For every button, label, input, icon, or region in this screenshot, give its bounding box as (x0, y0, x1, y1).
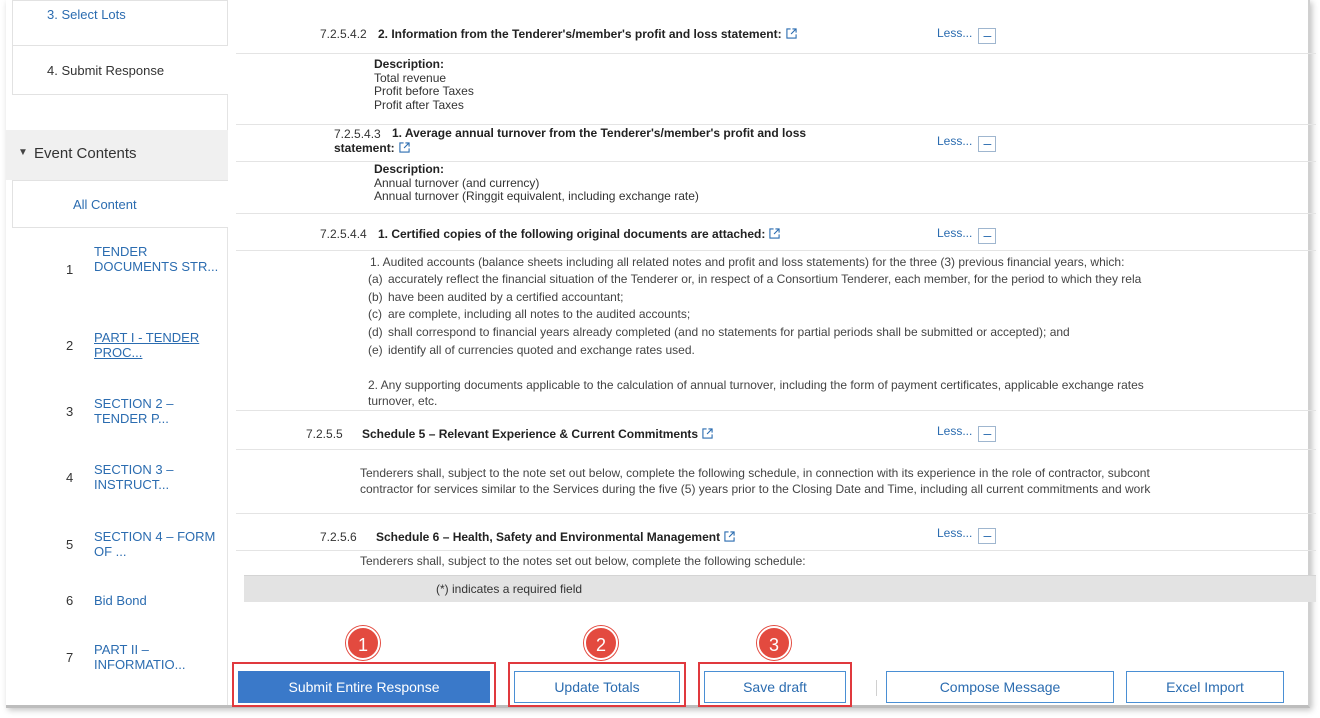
step-badge-1: 1 (346, 626, 380, 660)
less-link[interactable]: Less... (937, 424, 973, 438)
question-title (378, 27, 797, 42)
step-submit-response-label: 4. Submit Response (47, 63, 165, 78)
external-link-icon[interactable] (399, 142, 410, 153)
external-link-icon[interactable] (786, 28, 797, 39)
toc-item-number: 1 (66, 262, 74, 277)
toc-item-number: 5 (66, 537, 74, 552)
toc-item-number: 4 (66, 470, 74, 485)
question-title-line2 (334, 141, 410, 156)
collapse-button[interactable]: – (978, 228, 996, 244)
collapse-button[interactable]: – (978, 426, 996, 442)
less-link[interactable]: Less... (937, 26, 973, 40)
item-number: 7.2.5.5 (306, 427, 343, 441)
less-toggle (937, 226, 996, 244)
collapse-triangle-icon: ▼ (18, 147, 28, 158)
body-text: Tenderers shall, subject to the notes set out below, complete the following schedule: (360, 554, 806, 568)
collapse-button[interactable]: – (978, 136, 996, 152)
compose-message-button[interactable]: Compose Message (886, 671, 1114, 703)
divider (236, 449, 1316, 450)
step-badge-3: 3 (757, 626, 791, 660)
list-text: shall correspond to financial years already completed (and no statements for partial periods shall be submitted or accepted); and (388, 325, 1070, 339)
content-area (236, 0, 1316, 700)
body-text: Tenderers shall, subject to the note set out below, complete the following schedule, in connection with its experience in the role of contractor, subcont (360, 466, 1150, 480)
collapse-button[interactable]: – (978, 28, 996, 44)
item-number: 7.2.5.6 (320, 530, 357, 544)
question-title-text: 1. Certified copies of the following original documents are attached: (378, 227, 766, 241)
less-link[interactable]: Less... (937, 134, 973, 148)
body-text: turnover, etc. (368, 394, 438, 408)
question-title (376, 530, 735, 545)
button-separator (876, 680, 877, 696)
question-title-text: Schedule 6 – Health, Safety and Environmental Management (376, 530, 721, 544)
submit-entire-response-button[interactable]: Submit Entire Response (238, 671, 490, 703)
external-link-icon[interactable] (724, 531, 735, 542)
toc-item-number: 2 (66, 338, 74, 353)
all-content-link[interactable] (12, 180, 228, 228)
divider (236, 250, 1316, 251)
body-text: contractor for services similar to the Services during the five (5) years prior to the Closing Date and Time, including all current commitments and work (360, 482, 1151, 496)
description-line: Total revenue (374, 70, 447, 85)
divider (236, 213, 1316, 214)
list-text: are complete, including all notes to the audited accounts; (388, 307, 691, 321)
divider (236, 410, 1316, 411)
toc-item-number: 3 (66, 404, 74, 419)
description-line: Profit after Taxes (374, 97, 464, 112)
list-letter: (c) (368, 307, 382, 321)
less-toggle (937, 134, 996, 152)
less-toggle (937, 526, 996, 544)
less-toggle (937, 424, 996, 442)
toc-item-title: SECTION 3 – INSTRUCT... (94, 462, 174, 492)
list-text: have been audited by a certified accountant; (388, 290, 624, 304)
toc-item-title: SECTION 2 – TENDER P... (94, 396, 174, 426)
toc-item-title: Bid Bond (94, 593, 147, 608)
all-content-label: All Content (73, 197, 137, 212)
sidebar (6, 0, 228, 705)
toc-item-title: SECTION 4 – FORM OF ... (94, 529, 216, 559)
tender-response-window (6, 0, 1310, 708)
step-select-lots-label: 3. Select Lots (47, 7, 126, 22)
description-line: Profit before Taxes (374, 84, 474, 98)
collapse-button[interactable]: – (978, 528, 996, 544)
list-letter: (d) (368, 325, 383, 339)
divider (236, 124, 1316, 125)
required-field-note: (*) indicates a required field (436, 582, 583, 596)
step-badge-2: 2 (584, 626, 618, 660)
body-text: 2. Any supporting documents applicable to the calculation of annual turnover, including the form of payment certificates, applicable exchange rates (368, 378, 1144, 392)
toc-item-number: 7 (66, 650, 74, 665)
divider (236, 513, 1316, 514)
body-text: 1. Audited accounts (balance sheets including all related notes and profit and loss statements) for the three (3) previous financial years, which: (370, 255, 1125, 269)
question-title-text: statement: (334, 141, 395, 155)
description-block (374, 163, 699, 204)
description-line: Annual turnover (and currency) (374, 175, 540, 190)
description-line: Annual turnover (Ringgit equivalent, including exchange rate) (374, 189, 699, 203)
question-title-text: Schedule 5 – Relevant Experience & Current Commitments (362, 427, 699, 441)
item-number: 7.2.5.4.4 (320, 227, 367, 241)
question-title (362, 427, 713, 442)
item-number: 7.2.5.4.2 (320, 27, 367, 41)
update-totals-button[interactable]: Update Totals (514, 671, 680, 703)
description-label: Description: (374, 57, 445, 71)
item-number: 7.2.5.4.3 (334, 127, 381, 141)
less-link[interactable]: Less... (937, 526, 973, 540)
list-letter: (a) (368, 272, 383, 286)
external-link-icon[interactable] (769, 228, 780, 239)
list-letter: (e) (368, 343, 383, 357)
required-field-note-bar (244, 575, 1316, 602)
less-toggle (937, 26, 996, 44)
list-letter: (b) (368, 290, 383, 304)
divider (236, 550, 1316, 551)
list-text: accurately reflect the financial situation of the Tenderer or, in respect of a Consortium Tenderer, each member, for the period to which they rela (388, 272, 1142, 286)
question-title-text: 2. Information from the Tenderer's/member's profit and loss statement: (378, 27, 782, 41)
save-draft-button[interactable]: Save draft (704, 671, 846, 703)
toc-item-title: PART I - TENDER PROC... (94, 330, 200, 360)
question-title-line1: 1. Average annual turnover from the Tenderer's/member's profit and loss (392, 126, 807, 140)
toc-item-title: PART II – INFORMATIO... (94, 642, 186, 672)
event-contents-header[interactable] (6, 130, 228, 180)
toc-item-number: 6 (66, 593, 74, 608)
excel-import-button[interactable]: Excel Import (1126, 671, 1284, 703)
step-submit-response[interactable] (12, 45, 228, 95)
toc-item-title: TENDER DOCUMENTS STR... (94, 244, 219, 274)
event-contents-label: Event Contents (34, 145, 137, 162)
list-text: identify all of currencies quoted and exchange rates used. (388, 343, 695, 357)
divider (236, 53, 1316, 54)
less-link[interactable]: Less... (937, 226, 973, 240)
external-link-icon[interactable] (702, 428, 713, 439)
description-label: Description: (374, 162, 445, 176)
description-block (374, 58, 474, 112)
question-title (378, 227, 780, 242)
step-select-lots[interactable] (12, 0, 228, 46)
